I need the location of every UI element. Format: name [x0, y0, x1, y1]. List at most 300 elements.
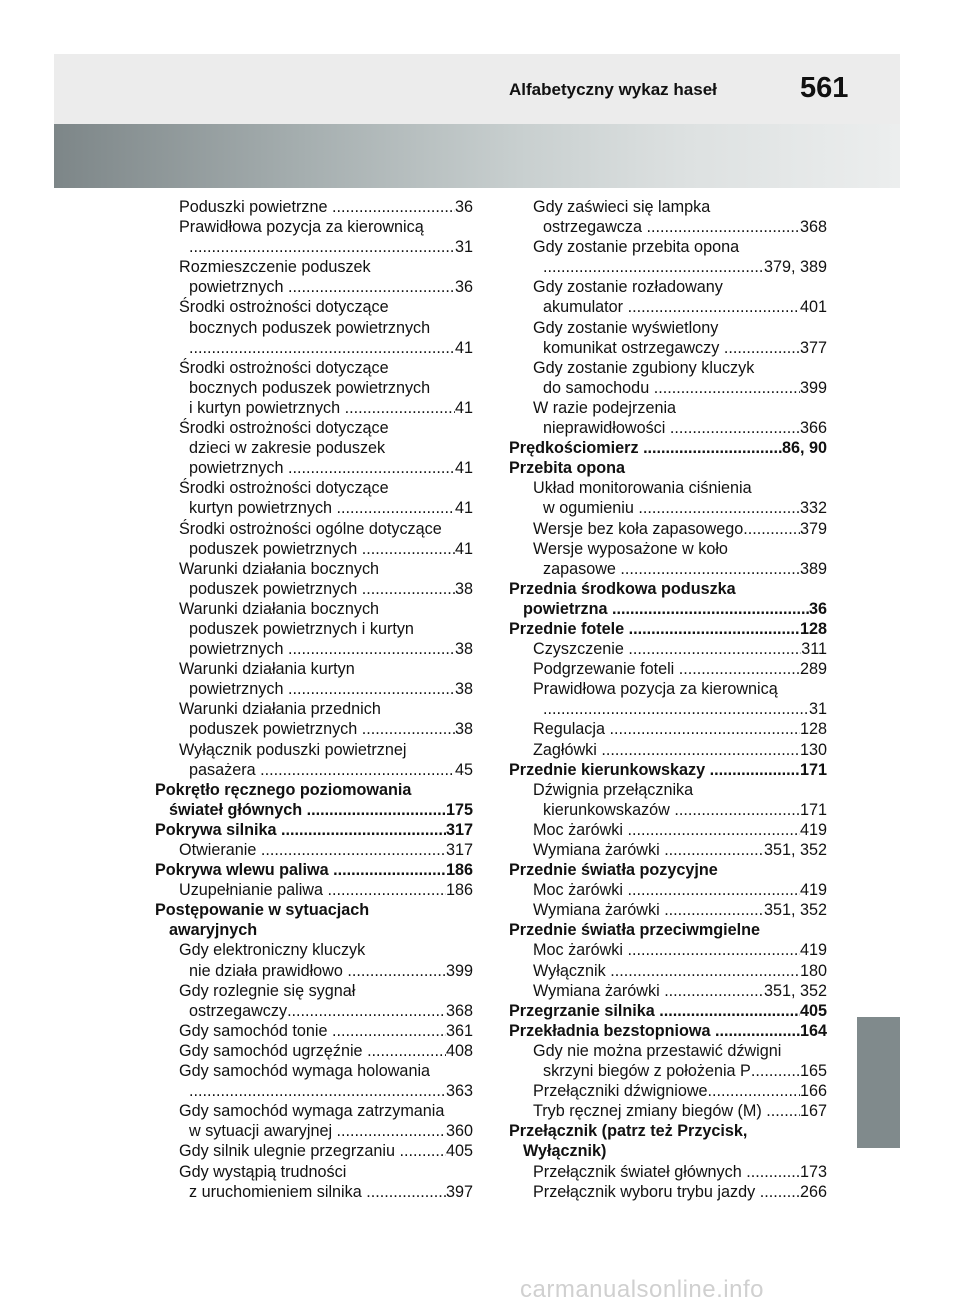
entry-text: Gdy samochód wymaga holowania [179, 1062, 431, 1081]
dot-leader [287, 1001, 446, 1021]
entry-text: nieprawidłowości [543, 419, 670, 438]
entry-text: powietrznych [189, 680, 288, 699]
entry-text: Gdy zostanie zgubiony kluczyk [533, 358, 755, 377]
entry-text: Gdy elektroniczny kluczyk [179, 941, 366, 960]
entry-text: Gdy silnik ulegnie przegrzaniu [179, 1142, 400, 1161]
section-title: Alfabetyczny wykaz haseł [509, 80, 717, 99]
index-heading [509, 579, 827, 599]
index-heading [509, 458, 827, 478]
page-reference: 128 [799, 619, 827, 638]
entry-text: Gdy rozlegnie się sygnał [179, 981, 356, 1000]
entry-text: poduszek powietrznych [189, 579, 362, 598]
index-entry [509, 277, 827, 297]
index-entry [155, 277, 473, 297]
page-reference: 368 [799, 218, 827, 237]
page-reference: 266 [799, 1182, 827, 1201]
dot-leader [189, 338, 455, 358]
dot-leader [337, 498, 455, 518]
dot-leader [366, 1182, 446, 1202]
index-entry [155, 378, 473, 398]
page-reference: 186 [445, 881, 473, 900]
entry-text: Gdy samochód ugrzęźnie [179, 1041, 368, 1060]
page-reference: 130 [799, 740, 827, 759]
page-reference: 171 [799, 800, 827, 819]
entry-text: powietrzna [523, 599, 613, 618]
page-reference: 41 [454, 338, 473, 357]
page-reference: 397 [445, 1182, 473, 1201]
entry-text: Warunki działania kurtyn [179, 660, 355, 679]
entry-text: Wyłącznik) [523, 1142, 607, 1161]
entry-text: Wersje wyposażone w koło [533, 539, 728, 558]
index-heading [509, 1141, 827, 1161]
index-entry [509, 639, 827, 659]
index-entry [509, 539, 827, 559]
dot-leader [627, 820, 800, 840]
dot-leader [543, 699, 809, 719]
index-entry [155, 1021, 473, 1041]
dot-leader [367, 1041, 446, 1061]
entry-text: Gdy wystąpią trudności [179, 1162, 347, 1181]
index-entry [155, 1141, 473, 1161]
entry-text: Warunki działania przednich [179, 700, 381, 719]
index-entry [509, 900, 827, 920]
entry-text: Środki ostrożności dotyczące [179, 298, 389, 317]
index-entry [155, 699, 473, 719]
index-entry [155, 760, 473, 780]
index-entry [155, 1162, 473, 1182]
index-entry [155, 719, 473, 739]
entry-text: Przełącznik świateł głównych [533, 1162, 747, 1181]
index-entry [509, 679, 827, 699]
entry-text: Gdy zostanie rozładowany [533, 278, 723, 297]
index-entry [155, 659, 473, 679]
entry-text: Gdy samochód wymaga zatrzymania [179, 1102, 445, 1121]
dot-leader [628, 639, 801, 659]
page-reference: 419 [799, 881, 827, 900]
dot-leader [708, 1081, 800, 1101]
index-entry [509, 961, 827, 981]
dot-leader [543, 257, 764, 277]
page-reference: 408 [445, 1041, 473, 1060]
page-reference: 41 [454, 539, 473, 558]
index-heading [509, 920, 827, 940]
entry-text: Moc żarówki [533, 820, 628, 839]
dot-leader [643, 438, 782, 458]
dot-leader [674, 800, 800, 820]
dot-leader [327, 880, 446, 900]
page-reference: 377 [799, 338, 827, 357]
dot-leader [710, 760, 800, 780]
dot-leader [345, 398, 455, 418]
entry-text: Przegrzanie silnika [509, 1001, 660, 1020]
entry-text: ostrzegawczy [189, 1001, 288, 1020]
index-entry [155, 1001, 473, 1021]
entry-text: Przełącznik (patrz też Przycisk, [509, 1122, 748, 1141]
index-entry [155, 1121, 473, 1141]
dot-leader [646, 217, 800, 237]
index-entry [155, 679, 473, 699]
page-reference: 36 [454, 198, 473, 216]
dot-leader [288, 679, 455, 699]
entry-text: i kurtyn powietrznych [189, 398, 345, 417]
index-entry [155, 438, 473, 458]
page-reference: 379 [799, 519, 827, 538]
index-entry [509, 237, 827, 257]
header-band [54, 54, 900, 124]
entry-text: Gdy nie można przestawić dźwigni [533, 1041, 782, 1060]
index-entry [155, 297, 473, 317]
page-reference: 361 [445, 1021, 473, 1040]
dot-leader [679, 659, 800, 679]
page-reference: 311 [801, 640, 827, 659]
index-entry [155, 478, 473, 498]
index-entry [509, 659, 827, 679]
index-heading [509, 619, 827, 639]
page-reference: 186 [445, 861, 473, 880]
dot-leader [629, 619, 800, 639]
dot-leader [659, 1001, 800, 1021]
index-entry [509, 398, 827, 418]
index-entry [155, 639, 473, 659]
dot-leader [332, 1021, 446, 1041]
dot-leader [601, 740, 800, 760]
dot-leader [670, 418, 800, 438]
page-reference: 41 [454, 459, 473, 478]
index-entry [155, 559, 473, 579]
index-entry [155, 840, 473, 860]
dot-leader [715, 1021, 800, 1041]
page-reference: 31 [808, 700, 827, 719]
index-entry [155, 217, 473, 237]
page-reference: 165 [799, 1062, 827, 1081]
entry-text: skrzyni biegów z położenia P [543, 1062, 751, 1081]
dot-leader [307, 800, 446, 820]
index-heading [509, 860, 827, 880]
page-reference: 38 [454, 720, 473, 739]
page-reference: 38 [454, 640, 473, 659]
entry-text: Prawidłowa pozycja za kierownicą [533, 680, 778, 699]
page-reference: 332 [799, 499, 827, 518]
entry-text: do samochodu [543, 378, 654, 397]
page-reference: 164 [799, 1021, 827, 1040]
dot-leader [628, 297, 800, 317]
entry-text: kurtyn powietrznych [189, 499, 337, 518]
dot-leader [612, 599, 809, 619]
page-reference: 405 [445, 1142, 473, 1161]
dot-leader [760, 1182, 800, 1202]
index-heading [155, 920, 473, 940]
dot-leader [627, 880, 800, 900]
entry-text: Czyszczenie [533, 640, 629, 659]
index-entry [155, 1081, 473, 1101]
entry-text: kierunkowskazów [543, 800, 675, 819]
index-entry [155, 197, 473, 217]
entry-text: w ogumieniu [543, 499, 639, 518]
index-entry [155, 539, 473, 559]
entry-text: Wyłącznik [533, 961, 611, 980]
dot-leader [664, 900, 764, 920]
index-entry [155, 458, 473, 478]
index-heading [509, 760, 827, 780]
index-entry [155, 740, 473, 760]
entry-text: Przednie światła przeciwmgielne [509, 921, 760, 940]
index-heading [155, 900, 473, 920]
entry-text: Prawidłowa pozycja za kierownicą [179, 218, 424, 237]
index-entry [155, 498, 473, 518]
index-entry [509, 478, 827, 498]
index-entry [509, 780, 827, 800]
index-heading [509, 1021, 827, 1041]
entry-text: powietrznych [189, 278, 288, 297]
index-entry [155, 1101, 473, 1121]
page-reference: 379, 389 [763, 258, 827, 277]
index-entry [509, 840, 827, 860]
entry-text: zapasowe [543, 559, 621, 578]
index-entry [155, 619, 473, 639]
index-entry [509, 820, 827, 840]
entry-text: Wymiana żarówki [533, 901, 665, 920]
index-entry [155, 1041, 473, 1061]
index-entry [155, 981, 473, 1001]
index-entry [155, 880, 473, 900]
page-reference: 366 [799, 419, 827, 438]
entry-text: Podgrzewanie foteli [533, 660, 679, 679]
entry-text: Przebita opona [509, 459, 626, 478]
entry-text: Środki ostrożności dotyczące [179, 419, 389, 438]
page-reference: 36 [454, 278, 473, 297]
index-heading [509, 1001, 827, 1021]
index-entry [509, 358, 827, 378]
entry-text: Zagłówki [533, 740, 602, 759]
entry-text: Przednie kierunkowskazy [509, 760, 710, 779]
page-reference: 175 [445, 800, 473, 819]
page-reference: 351, 352 [763, 981, 827, 1000]
index-entry [155, 358, 473, 378]
index-entry [509, 1182, 827, 1202]
dot-leader [362, 579, 455, 599]
index-entry [155, 579, 473, 599]
index-entry [155, 418, 473, 438]
index-entry [509, 498, 827, 518]
dot-leader [664, 840, 764, 860]
index-entry [509, 1081, 827, 1101]
index-entry [509, 559, 827, 579]
page-reference: 173 [799, 1162, 827, 1181]
page-reference: 31 [454, 238, 473, 257]
index-entry [509, 197, 827, 217]
entry-text: Pokrętło ręcznego poziomowania [155, 780, 412, 799]
index-entry [509, 217, 827, 237]
watermark: carmanualsonline.info [520, 1276, 764, 1303]
entry-text: świateł głównych [169, 800, 307, 819]
page-reference: 180 [799, 961, 827, 980]
index-heading [509, 438, 827, 458]
entry-text: powietrznych [189, 640, 288, 659]
entry-text: Przełącznik wyboru trybu jazdy [533, 1182, 760, 1201]
page-reference: 86, 90 [781, 439, 827, 458]
entry-text: Warunki działania bocznych [179, 599, 380, 618]
page-reference: 128 [799, 720, 827, 739]
page-reference: 317 [445, 820, 473, 839]
index-entry [155, 940, 473, 960]
index-column-right [509, 197, 827, 1202]
index-entry [155, 1182, 473, 1202]
entry-text: Pokrywa silnika [155, 820, 281, 839]
entry-text: Wyłącznik poduszki powietrznej [179, 740, 407, 759]
entry-text: w sytuacji awaryjnej [189, 1122, 337, 1141]
dot-leader [260, 760, 455, 780]
entry-text: Przednie światła pozycyjne [509, 861, 718, 880]
entry-text: bocznych poduszek powietrznych [189, 378, 431, 397]
page-reference: 399 [799, 378, 827, 397]
dot-leader [332, 197, 455, 217]
entry-text: Wymiana żarówki [533, 981, 665, 1000]
index-entry [509, 1162, 827, 1182]
entry-text: Postępowanie w sytuacjach [155, 901, 370, 920]
index-entry [509, 297, 827, 317]
entry-text: poduszek powietrznych [189, 539, 362, 558]
entry-text: Uzupełnianie paliwa [179, 881, 328, 900]
index-entry [155, 338, 473, 358]
entry-text: Otwieranie [179, 841, 261, 859]
dot-leader [333, 860, 446, 880]
index-entry [155, 519, 473, 539]
page-reference: 41 [454, 398, 473, 417]
entry-text: Tryb ręcznej zmiany biegów (M) [533, 1102, 767, 1121]
entry-text: Środki ostrożności ogólne dotyczące [179, 519, 442, 538]
index-entry [509, 740, 827, 760]
dot-leader [746, 1162, 800, 1182]
page-reference: 389 [799, 559, 827, 578]
entry-text: Przełączniki dźwigniowe [533, 1082, 708, 1101]
dot-leader [288, 458, 455, 478]
entry-text: Warunki działania bocznych [179, 559, 380, 578]
entry-text: Gdy samochód tonie [179, 1021, 332, 1040]
page-reference: 419 [799, 820, 827, 839]
dot-leader [627, 940, 800, 960]
dot-leader [743, 519, 800, 539]
dot-leader [399, 1141, 446, 1161]
page-reference: 363 [445, 1082, 473, 1101]
decorative-gradient-band [54, 124, 900, 188]
index-entry [509, 719, 827, 739]
page-reference: 38 [454, 579, 473, 598]
page-reference: 351, 352 [763, 901, 827, 920]
page-reference: 368 [445, 1001, 473, 1020]
entry-text: Przekładnia bezstopniowa [509, 1021, 715, 1040]
entry-text: Regulacja [533, 720, 610, 739]
dot-leader [610, 719, 800, 739]
page-reference: 317 [445, 841, 473, 859]
dot-leader [766, 1101, 800, 1121]
index-entry [155, 961, 473, 981]
page-reference: 166 [799, 1082, 827, 1101]
index-heading [155, 820, 473, 840]
entry-text: Wersje bez koła zapasowego [533, 519, 744, 538]
index-entry [509, 940, 827, 960]
index-entry [155, 398, 473, 418]
index-entry [509, 981, 827, 1001]
page-reference: 45 [454, 760, 473, 779]
index-entry [509, 1041, 827, 1061]
dot-leader [664, 981, 764, 1001]
chapter-tab-marker [857, 1017, 900, 1148]
entry-text: Gdy zostanie przebita opona [533, 238, 740, 257]
index-entry [509, 1061, 827, 1081]
index-heading [155, 860, 473, 880]
index-entry [509, 699, 827, 719]
entry-text: nie działa prawidłowo [189, 961, 348, 980]
dot-leader [724, 338, 800, 358]
entry-text: Układ monitorowania ciśnienia [533, 479, 752, 498]
entry-text: Pokrywa wlewu paliwa [155, 861, 334, 880]
page-reference: 171 [799, 760, 827, 779]
entry-text: W razie podejrzenia [533, 398, 677, 417]
dot-leader [347, 961, 446, 981]
dot-leader [288, 639, 455, 659]
page-reference: 399 [445, 961, 473, 980]
page-reference: 351, 352 [763, 841, 827, 859]
entry-text: Prędkościomierz [509, 439, 644, 458]
index-heading [155, 780, 473, 800]
entry-text: Przednie fotele [509, 619, 629, 638]
entry-text: pasażera [189, 760, 261, 779]
index-entry [509, 318, 827, 338]
entry-text: Środki ostrożności dotyczące [179, 479, 389, 498]
dot-leader [281, 820, 446, 840]
entry-text: bocznych poduszek powietrznych [189, 318, 431, 337]
dot-leader [654, 378, 800, 398]
dot-leader [288, 277, 455, 297]
page-reference: 167 [799, 1102, 827, 1121]
entry-text: poduszek powietrznych i kurtyn [189, 619, 414, 638]
entry-text: Gdy zaświeci się lampka [533, 198, 711, 216]
page-reference: 36 [808, 599, 827, 618]
entry-text: ostrzegawcza [543, 218, 647, 237]
dot-leader [638, 498, 800, 518]
index-column-left [155, 197, 473, 1202]
entry-text: Rozmieszczenie poduszek [179, 258, 371, 277]
index-heading [509, 599, 827, 619]
entry-text: Środki ostrożności dotyczące [179, 358, 389, 377]
entry-text: Poduszki powietrzne [179, 198, 332, 216]
dot-leader [337, 1121, 446, 1141]
index-entry [155, 257, 473, 277]
index-entry [509, 418, 827, 438]
dot-leader [261, 840, 446, 860]
entry-text: Wymiana żarówki [533, 841, 665, 859]
page-reference: 360 [445, 1122, 473, 1141]
index-entry [509, 519, 827, 539]
page-number: 561 [800, 72, 849, 104]
entry-text: Moc żarówki [533, 881, 628, 900]
entry-text: Przednia środkowa poduszka [509, 579, 736, 598]
dot-leader [620, 559, 800, 579]
dot-leader [189, 1081, 446, 1101]
index-entry [509, 800, 827, 820]
entry-text: awaryjnych [169, 921, 258, 940]
dot-leader [362, 539, 455, 559]
entry-text: Dźwignia przełącznika [533, 780, 694, 799]
index-entry [155, 318, 473, 338]
dot-leader [610, 961, 800, 981]
index-entry [155, 237, 473, 257]
dot-leader [362, 719, 455, 739]
entry-text: Gdy zostanie wyświetlony [533, 318, 719, 337]
index-heading [509, 1121, 827, 1141]
index-entry [155, 599, 473, 619]
index-heading [155, 800, 473, 820]
